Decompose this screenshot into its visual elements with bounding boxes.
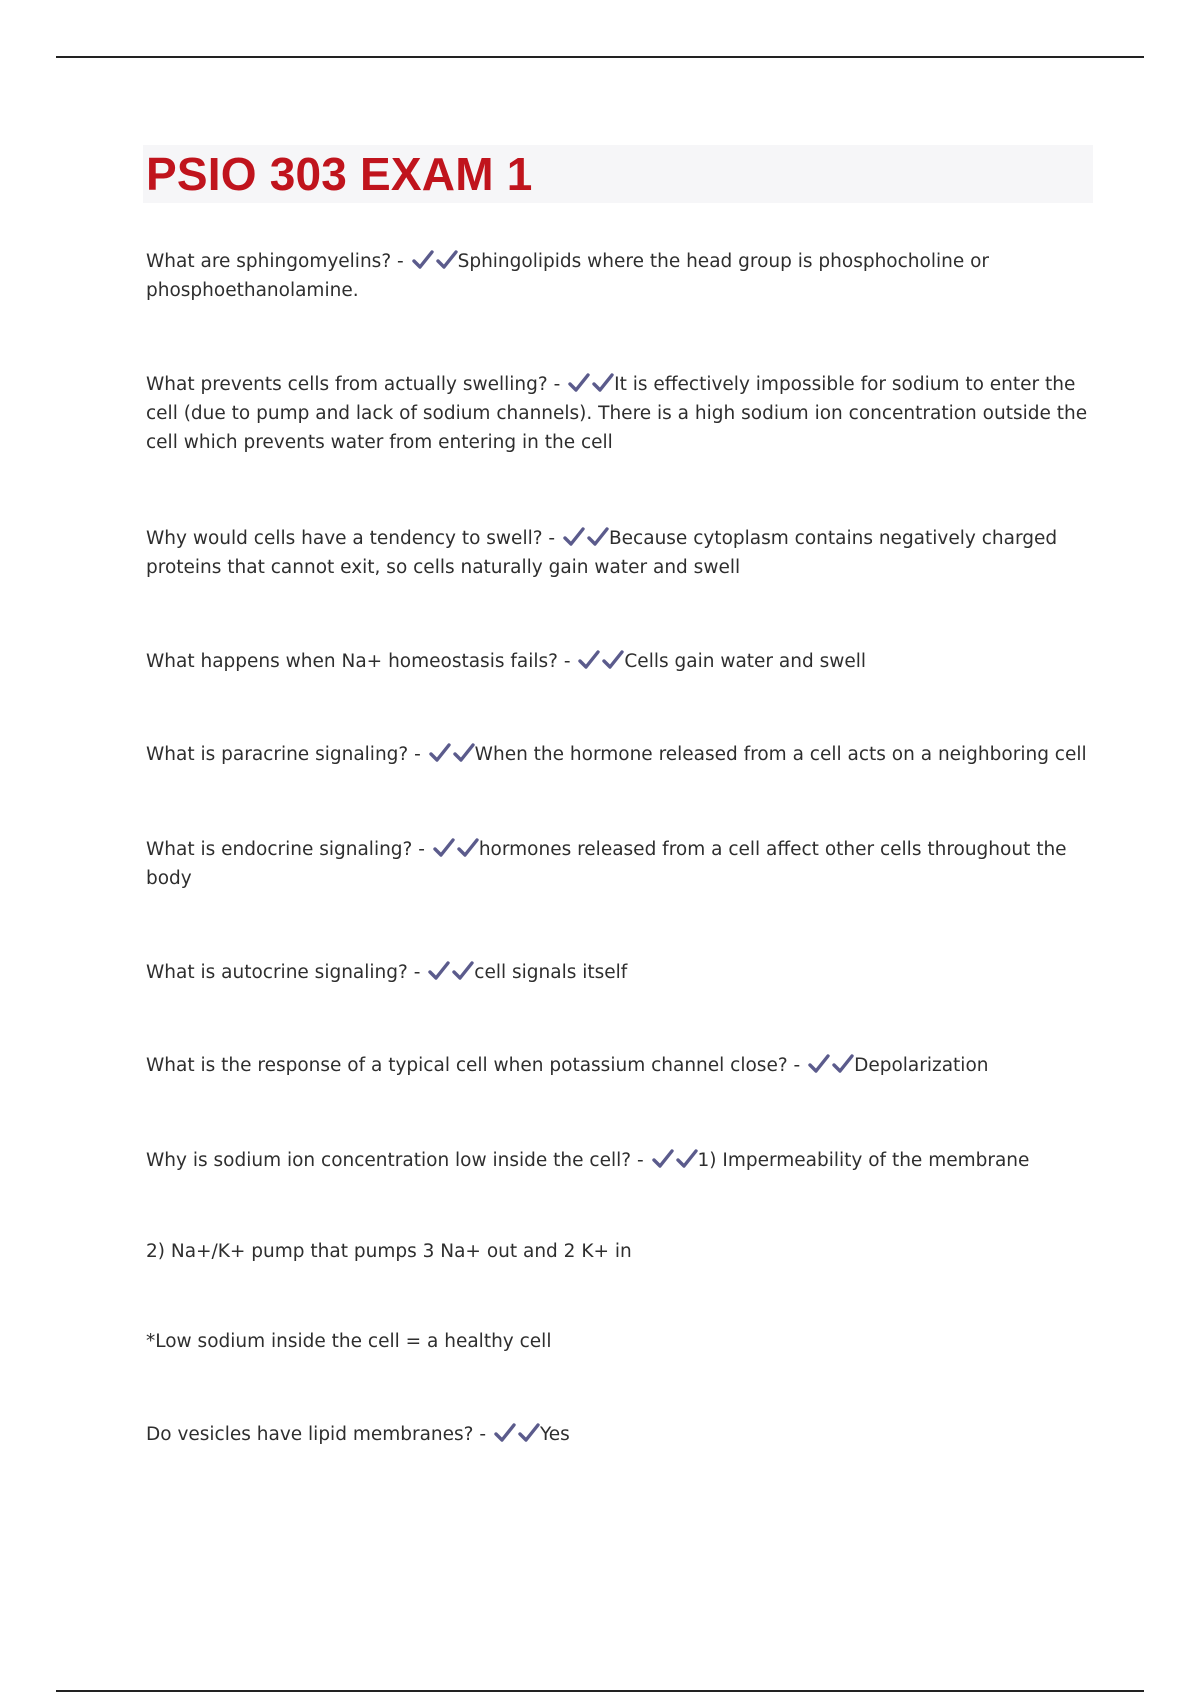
page-title: PSIO 303 EXAM 1 — [146, 148, 533, 200]
bottom-rule — [56, 1690, 1144, 1692]
qa-item — [146, 370, 1096, 457]
question-text: Why is sodium ion concentration low inside the cell? — [146, 1150, 632, 1171]
answer-text: hormones released from a cell affect other cells throughout the body — [146, 839, 1067, 889]
separator: - — [631, 1150, 650, 1171]
answer-text: Because cytoplasm contains negatively charged proteins that cannot exit, so cells naturally gain water and swell — [146, 528, 1058, 578]
question-text: What prevents cells from actually swelling? — [146, 374, 548, 395]
answer-text: Sphingolipids where the head group is phosphocholine or phosphoethanolamine. — [146, 251, 990, 301]
check-icon — [457, 838, 479, 858]
check-icon — [568, 373, 590, 393]
check-icon — [563, 527, 585, 547]
check-icon — [436, 250, 458, 270]
answer-text: Depolarization — [854, 1055, 989, 1076]
qa-item — [146, 958, 1096, 987]
check-icon — [428, 961, 450, 981]
check-icon — [429, 743, 451, 763]
answer-text: Cells gain water and swell — [624, 651, 867, 672]
question-text: What is autocrine signaling? — [146, 962, 408, 983]
check-icon — [453, 743, 475, 763]
check-icon — [832, 1054, 854, 1074]
check-icon — [808, 1054, 830, 1074]
separator: - — [407, 962, 427, 983]
separator: - — [557, 651, 577, 672]
qa-item — [146, 1146, 1096, 1175]
qa-item — [146, 647, 1096, 676]
question-text: Do vesicles have lipid membranes? — [146, 1424, 474, 1445]
check-icon — [587, 527, 609, 547]
question-text: Why would cells have a tendency to swell? — [146, 528, 543, 549]
separator: - — [547, 374, 567, 395]
separator: - — [787, 1055, 807, 1076]
separator: - — [473, 1424, 492, 1445]
separator: - — [542, 528, 561, 549]
qa-item — [146, 740, 1096, 769]
check-icon — [452, 961, 474, 981]
check-icon — [676, 1149, 698, 1169]
question-text: What is paracrine signaling? — [146, 744, 409, 765]
separator: - — [412, 839, 431, 860]
qa-item — [146, 1051, 1096, 1080]
question-text: What is the response of a typical cell when potassium channel close? — [146, 1055, 788, 1076]
answer-text: When the hormone released from a cell acts on a neighboring cell — [474, 744, 1087, 765]
separator: - — [391, 251, 410, 272]
check-icon — [494, 1423, 516, 1443]
separator: - — [408, 744, 427, 765]
check-icon — [578, 650, 600, 670]
question-text: What are sphingomyelins? — [146, 251, 392, 272]
qa-item — [146, 247, 1096, 305]
qa-item — [146, 524, 1096, 582]
answer-text: It is effectively impossible for sodium to enter the cell (due to pump and lack of sodium channels). There is a high sodium ion concentration outside the cell which prevents water from entering in the cell — [146, 374, 1088, 453]
answer-text: Yes — [539, 1424, 570, 1445]
check-icon — [592, 373, 614, 393]
check-icon — [433, 838, 455, 858]
check-icon — [602, 650, 624, 670]
answer-text: 1) Impermeability of the membrane — [697, 1150, 1030, 1171]
check-icon — [518, 1423, 540, 1443]
top-rule — [56, 56, 1144, 58]
qa-item — [146, 835, 1096, 893]
check-icon — [412, 250, 434, 270]
question-text: What is endocrine signaling? — [146, 839, 413, 860]
answer-continuation: *Low sodium inside the cell = a healthy cell — [146, 1331, 552, 1352]
qa-item — [146, 1420, 1096, 1449]
question-text: What happens when Na+ homeostasis fails? — [146, 651, 558, 672]
answer-continuation: 2) Na+/K+ pump that pumps 3 Na+ out and 2 K+ in — [146, 1241, 632, 1262]
check-icon — [652, 1149, 674, 1169]
answer-text: cell signals itself — [474, 962, 628, 983]
